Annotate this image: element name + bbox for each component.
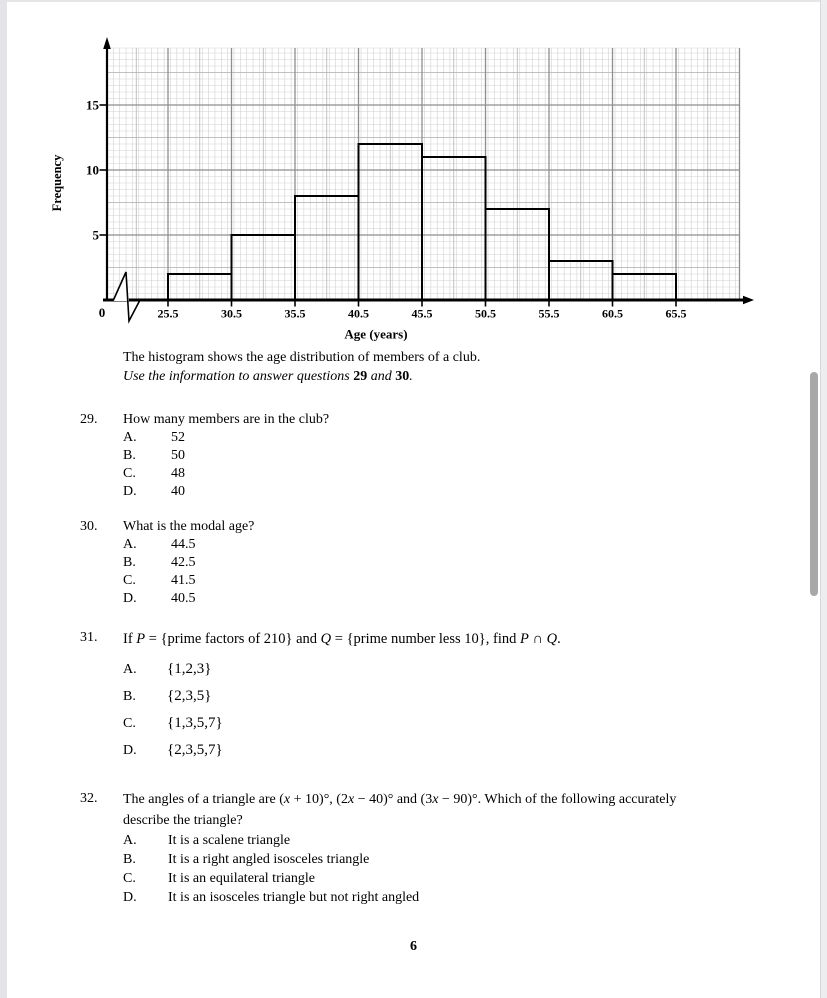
option-text: {2,3,5,7} — [167, 742, 223, 758]
question-number: 30. — [80, 519, 98, 534]
option-row — [123, 683, 743, 710]
option-row — [123, 831, 743, 850]
x-tick-label: 30.5 — [221, 306, 242, 321]
figure-caption — [123, 349, 663, 386]
option-row — [123, 590, 743, 608]
question-stem: What is the modal age? — [123, 519, 255, 534]
option-text: It is an equilateral triangle — [168, 871, 315, 886]
y-axis-title: Frequency — [50, 154, 64, 212]
option-letter: C. — [123, 871, 136, 886]
histogram-chart — [0, 0, 827, 348]
option-letter: C. — [123, 573, 136, 588]
question-number: 31. — [80, 630, 98, 645]
x-tick-label: 65.5 — [665, 306, 687, 321]
x-tick-label: 35.5 — [284, 306, 306, 321]
option-letter: B. — [123, 555, 136, 570]
histogram-figure — [0, 0, 827, 348]
option-letter: C. — [123, 466, 136, 481]
option-row — [123, 465, 743, 483]
question-number: 32. — [80, 791, 98, 806]
page-number: 6 — [410, 939, 417, 954]
option-row — [123, 737, 743, 764]
x-tick-label: 45.5 — [411, 306, 433, 321]
option-text: {2,3,5} — [167, 688, 212, 704]
scrollbar-thumb[interactable] — [810, 372, 818, 596]
y-axis-arrow — [103, 37, 111, 49]
option-row — [123, 447, 743, 465]
option-text: It is an isosceles triangle but not right angled — [168, 890, 420, 905]
y-tick-label: 10 — [86, 162, 99, 178]
question-number: 29. — [80, 412, 98, 427]
x-tick-label: 50.5 — [475, 306, 496, 321]
option-letter: C. — [123, 716, 136, 731]
question-stem: The angles of a triangle are (x + 10)°, (2x − 40)° and (3x − 90)°. Which of the following accurately describe the triangle? — [123, 792, 677, 828]
option-text: It is a right angled isosceles triangle — [168, 852, 370, 867]
question-32 — [80, 790, 743, 907]
option-text: {1,3,5,7} — [167, 715, 223, 731]
question-stem: If P = {prime factors of 210} and Q = {prime number less 10}, find P ∩ Q. — [123, 631, 561, 647]
option-text: 48 — [171, 466, 185, 481]
x-tick-label: 25.5 — [157, 306, 179, 321]
option-row — [123, 710, 743, 737]
option-text: 41.5 — [171, 573, 196, 588]
option-row — [123, 656, 743, 683]
option-letter: D. — [123, 591, 137, 606]
option-text: 44.5 — [171, 537, 196, 552]
question-29 — [80, 411, 743, 501]
figure-caption-line2: Use the information to answer questions 29 and 30. — [123, 368, 413, 384]
question-31 — [80, 629, 743, 764]
option-text: 40.5 — [171, 591, 196, 606]
option-text: 40 — [171, 484, 185, 499]
option-text: 42.5 — [171, 555, 196, 570]
option-text: It is a scalene triangle — [168, 833, 291, 848]
x-tick-label: 55.5 — [538, 306, 560, 321]
y-tick-label: 15 — [86, 97, 99, 113]
option-text: 52 — [171, 430, 185, 445]
option-row — [123, 888, 743, 907]
question-30 — [80, 518, 743, 608]
option-row — [123, 483, 743, 501]
option-letter: A. — [123, 662, 137, 677]
option-row — [123, 850, 743, 869]
x-tick-label: 60.5 — [602, 306, 623, 321]
option-row — [123, 536, 743, 554]
option-letter: A. — [123, 833, 137, 848]
figure-caption-line1: The histogram shows the age distribution of members of a club. — [123, 350, 481, 365]
option-letter: B. — [123, 852, 136, 867]
option-letter: A. — [123, 537, 137, 552]
option-letter: B. — [123, 448, 136, 463]
option-row — [123, 869, 743, 888]
x-axis-arrow — [743, 296, 754, 305]
option-text: {1,2,3} — [167, 661, 212, 677]
y-tick-label: 5 — [92, 227, 99, 243]
option-letter: D. — [123, 484, 137, 499]
option-letter: A. — [123, 430, 137, 445]
x-tick-label: 40.5 — [348, 306, 369, 321]
option-letter: D. — [123, 743, 137, 758]
option-row — [123, 572, 743, 590]
option-letter: D. — [123, 890, 137, 905]
x-axis-title: Age (years) — [344, 326, 408, 342]
option-text: 50 — [171, 448, 185, 463]
question-stem: How many members are in the club? — [123, 412, 330, 427]
option-row — [123, 554, 743, 572]
origin-label: 0 — [98, 305, 106, 320]
option-letter: B. — [123, 689, 136, 704]
option-row — [123, 429, 743, 447]
